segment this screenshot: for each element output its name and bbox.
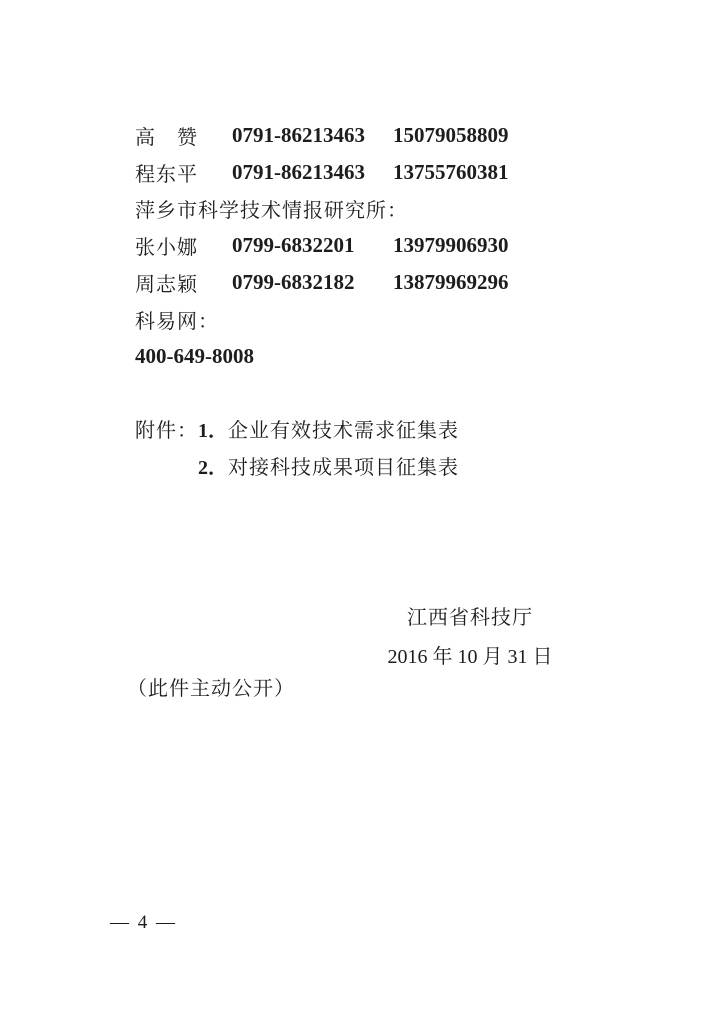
attachments-label: 附件： <box>135 420 198 442</box>
org-heading-row <box>135 191 605 228</box>
attachment-title: 对接科技成果项目征集表 <box>228 457 459 479</box>
hotline-number: 400-649-8008 <box>135 343 254 368</box>
attachment-number: 2． <box>198 457 228 479</box>
contact-phone: 0791-86213463 <box>232 159 365 184</box>
issuer-name: 江西省科技厅 <box>407 607 533 629</box>
attachment-title: 企业有效技术需求征集表 <box>228 420 459 442</box>
contact-name: 周志颖 <box>135 274 198 297</box>
attachments-block <box>135 410 459 484</box>
disclosure-note: （此件主动公开） <box>127 678 295 700</box>
contact-row <box>135 227 605 264</box>
org-heading-row <box>135 301 605 338</box>
contact-phone: 0791-86213463 <box>232 122 365 147</box>
contact-row <box>135 264 605 301</box>
org-heading: 萍乡市科学技术情报研究所： <box>135 200 408 223</box>
contact-name: 程东平 <box>135 163 198 186</box>
contact-phone: 0799-6832201 <box>232 233 355 258</box>
contact-mobile: 13879969296 <box>393 270 509 295</box>
issue-date: 2016 年 10 月 31 日 <box>387 646 553 668</box>
signature-block <box>320 596 620 674</box>
hotline-row <box>135 338 605 375</box>
contact-mobile: 13979906930 <box>393 233 509 258</box>
attachment-item <box>135 410 459 447</box>
contact-row <box>135 117 605 154</box>
contact-list <box>135 117 605 375</box>
contact-name: 张小娜 <box>135 237 198 260</box>
contact-phone: 0799-6832182 <box>232 270 355 295</box>
attachment-item <box>135 447 459 484</box>
attachment-number: 1． <box>198 420 228 442</box>
contact-row <box>135 154 605 191</box>
org-heading: 科易网： <box>135 310 219 333</box>
contact-mobile: 13755760381 <box>393 159 509 184</box>
page-number: — 4 — <box>110 912 177 933</box>
contact-mobile: 15079058809 <box>393 122 509 147</box>
contact-name: 高 赞 <box>135 126 198 149</box>
